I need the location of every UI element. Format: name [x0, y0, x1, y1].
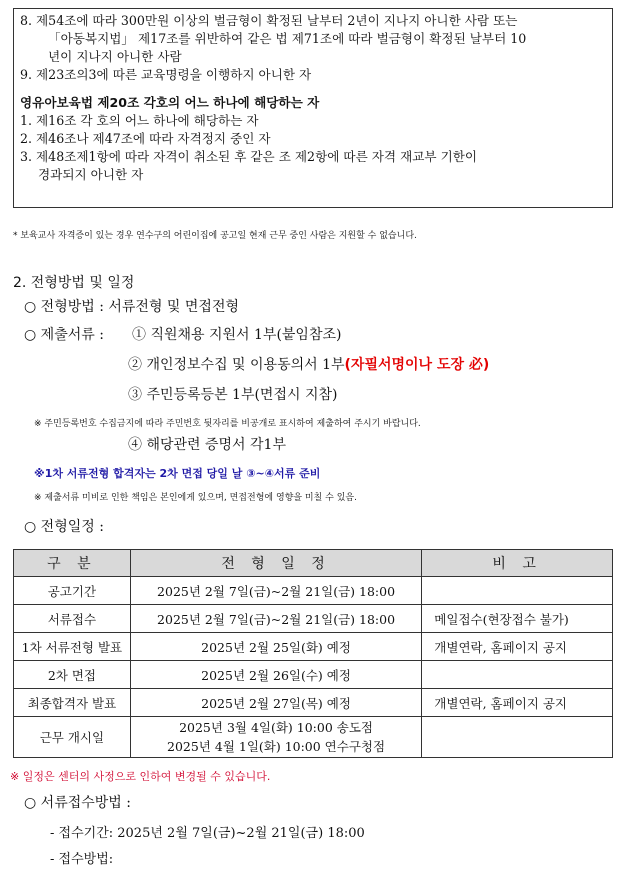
item8-line2: 「아동복지법」 제17조를 위반하여 같은 법 제71조에 따라 벌금형이 확정된 날부터 10: [48, 31, 527, 46]
row-note: 개별연락, 홈페이지 공지: [422, 633, 613, 661]
item2: 2. 제46조나 제47조에 따라 자격정지 중인 자: [20, 131, 271, 146]
row-date-line1: 2025년 3월 4일(화) 10:00 송도점: [179, 720, 373, 735]
documents-label: ○ 제출서류 :: [24, 327, 104, 343]
pass-note: ※1차 서류전형 합격자는 2차 면접 당일 날 ③~④서류 준비: [34, 467, 321, 480]
document-3: ③ 주민등록등본 1부(면접시 지참): [128, 387, 338, 403]
row-date: 2025년 2월 26일(수) 예정: [130, 661, 422, 689]
responsibility-note: ※ 제출서류 미비로 인한 책임은 본인에게 있으며, 면접전형에 영향을 미칠 수 있음.: [34, 493, 357, 503]
schedule-change-note: ※ 일정은 센터의 사정으로 인하여 변경될 수 있습니다.: [10, 770, 271, 783]
table-row: [14, 717, 613, 758]
row-date: [130, 717, 422, 758]
row-note: 메일접수(현장접수 불가): [422, 605, 613, 633]
row-category: 2차 면접: [14, 661, 131, 689]
item1: 1. 제16조 각 호의 어느 하나에 해당하는 자: [20, 113, 259, 128]
item3-line1: 3. 제48조제1항에 따라 자격이 취소된 후 같은 조 제2항에 따른 자격 재교부 기한이: [20, 149, 478, 164]
box-footnote: * 보육교사 자격증이 있는 경우 연수구의 어린이집에 공고일 현재 근무 중인 사람은 지원할 수 없습니다.: [13, 231, 417, 241]
application-method: - 접수방법:: [50, 852, 114, 867]
row-date: 2025년 2월 7일(금)~2월 21일(금) 18:00: [130, 605, 422, 633]
qualifications-box: [13, 8, 613, 208]
row-category: 1차 서류전형 발표: [14, 633, 131, 661]
row-category: 공고기간: [14, 577, 131, 605]
table-row: [14, 577, 613, 605]
row-category: 근무 개시일: [14, 717, 131, 758]
row-date: 2025년 2월 7일(금)~2월 21일(금) 18:00: [130, 577, 422, 605]
document-2-emphasis: (자필서명이나 도장 必): [344, 357, 490, 373]
table-header-row: [14, 550, 613, 577]
document-2-text: ② 개인정보수집 및 이용동의서 1부: [128, 357, 345, 373]
schedule-label: ○ 전형일정 :: [24, 519, 104, 535]
item8-line3: 년이 지나지 아니한 사람: [48, 49, 182, 64]
header-note: 비 고: [422, 550, 613, 577]
row-date: 2025년 2월 27일(목) 예정: [130, 689, 422, 717]
row-note: [422, 661, 613, 689]
table-row: [14, 661, 613, 689]
row-note: 개별연락, 홈페이지 공지: [422, 689, 613, 717]
header-schedule: 전 형 일 정: [130, 550, 422, 577]
application-period: - 접수기간: 2025년 2월 7일(금)~2월 21일(금) 18:00: [50, 826, 365, 841]
childcare-act-heading: 영유아보육법 제20조 각호의 어느 하나에 해당하는 자: [20, 95, 320, 110]
row-note: [422, 717, 613, 758]
item3-line2: 경과되지 아니한 자: [38, 167, 144, 182]
section-title: 2. 전형방법 및 일정: [13, 275, 135, 291]
header-category: 구 분: [14, 550, 131, 577]
item9: 9. 제23조의3에 따른 교육명령을 이행하지 아니한 자: [20, 67, 312, 82]
schedule-table: [13, 549, 613, 758]
row-date-line2: 2025년 4월 1일(화) 10:00 연수구청점: [167, 739, 386, 754]
row-category: 서류접수: [14, 605, 131, 633]
application-method-label: ○ 서류접수방법 :: [24, 795, 131, 811]
resident-number-note: ※ 주민등록번호 수집금지에 따라 주민번호 뒷자리를 비공개로 표시하여 제출하여 주시기 바랍니다.: [34, 419, 421, 429]
row-category: 최종합격자 발표: [14, 689, 131, 717]
item8-line1: 8. 제54조에 따라 300만원 이상의 벌금형이 확정된 날부터 2년이 지나지 아니한 사람 또는: [20, 13, 518, 28]
document-1: ① 직원채용 지원서 1부(붙임참조): [132, 327, 342, 343]
row-date: 2025년 2월 25일(화) 예정: [130, 633, 422, 661]
table-row: [14, 689, 613, 717]
row-note: [422, 577, 613, 605]
document-4: ④ 해당관련 증명서 각1부: [128, 437, 286, 453]
document-2: [128, 354, 489, 374]
table-row: [14, 633, 613, 661]
table-row: [14, 605, 613, 633]
selection-method: ○ 전형방법 : 서류전형 및 면접전형: [24, 299, 239, 315]
